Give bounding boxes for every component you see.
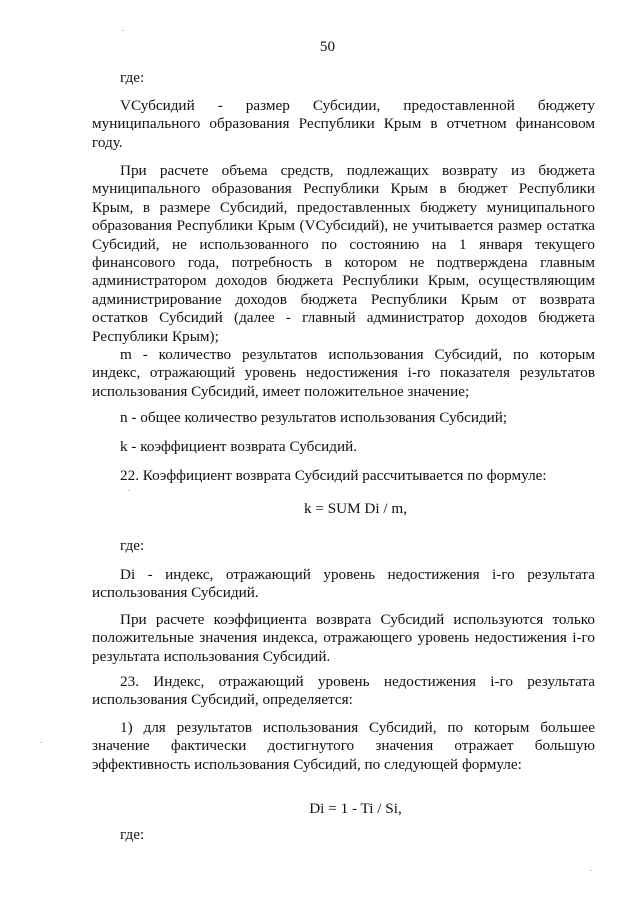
scan-speck	[590, 870, 592, 871]
paragraph-return-calculation: При расчете объема средств, подлежащих возврату из бюджета муниципального образования Республики Крым в бюджет Республики Крым, в размере Субсидий, предоставленных бюджету муниципального образования Республики Крым (VСубсидий), не учитывается размер остатка Субсидий, не использованного по состоянию на 1 января текущего финансового года, потребность в котором не подтверждена главным администратором доходов бюджета Республики Крым, осуществляющим администрирование доходов бюджета Республики Крым от возврата остатков Субсидий (далее - главный администратор доходов бюджета Республики Крым);	[92, 162, 595, 345]
where-label-3: где:	[120, 826, 145, 843]
where-label-1: где:	[120, 69, 145, 86]
paragraph-case-1: 1) для результатов использования Субсидий, по которым большее значение фактически достигнутого значения отражает большую эффективность использования Субсидий, по следующей формуле:	[92, 719, 595, 773]
scan-speck	[128, 490, 130, 491]
formula-di: Di = 1 - Ti / Si,	[309, 800, 402, 817]
section-22-heading: 22. Коэффициент возврата Субсидий рассчитывается по формуле:	[120, 467, 547, 484]
paragraph-m-definition: m - количество результатов использования Субсидий, по которым индекс, отражающий уровень недостижения i-го показателя результатов использования Субсидий, имеет положительное значение;	[92, 346, 595, 400]
section-23-heading: 23. Индекс, отражающий уровень недостижения i-го результата использования Субсидий, определяется:	[92, 673, 595, 709]
paragraph-vsubsidy-definition: VСубсидий - размер Субсидии, предоставленной бюджету муниципального образования Республики Крым в отчетном финансовом году.	[92, 97, 595, 151]
page-number: 50	[319, 38, 336, 55]
paragraph-n-definition: n - общее количество результатов использования Субсидий;	[120, 409, 508, 426]
formula-k: k = SUM Di / m,	[303, 500, 408, 517]
paragraph-di-definition: Di - индекс, отражающий уровень недостижения i-го результата использования Субсидий.	[92, 566, 595, 602]
scan-speck	[40, 742, 42, 743]
paragraph-positive-values: При расчете коэффициента возврата Субсидий используются только положительные значения индекса, отражающего уровень недостижения i-го результата использования Субсидий.	[92, 611, 595, 665]
scan-speck	[122, 30, 124, 31]
paragraph-k-definition: k - коэффициент возврата Субсидий.	[120, 438, 357, 455]
where-label-2: где:	[120, 537, 145, 554]
